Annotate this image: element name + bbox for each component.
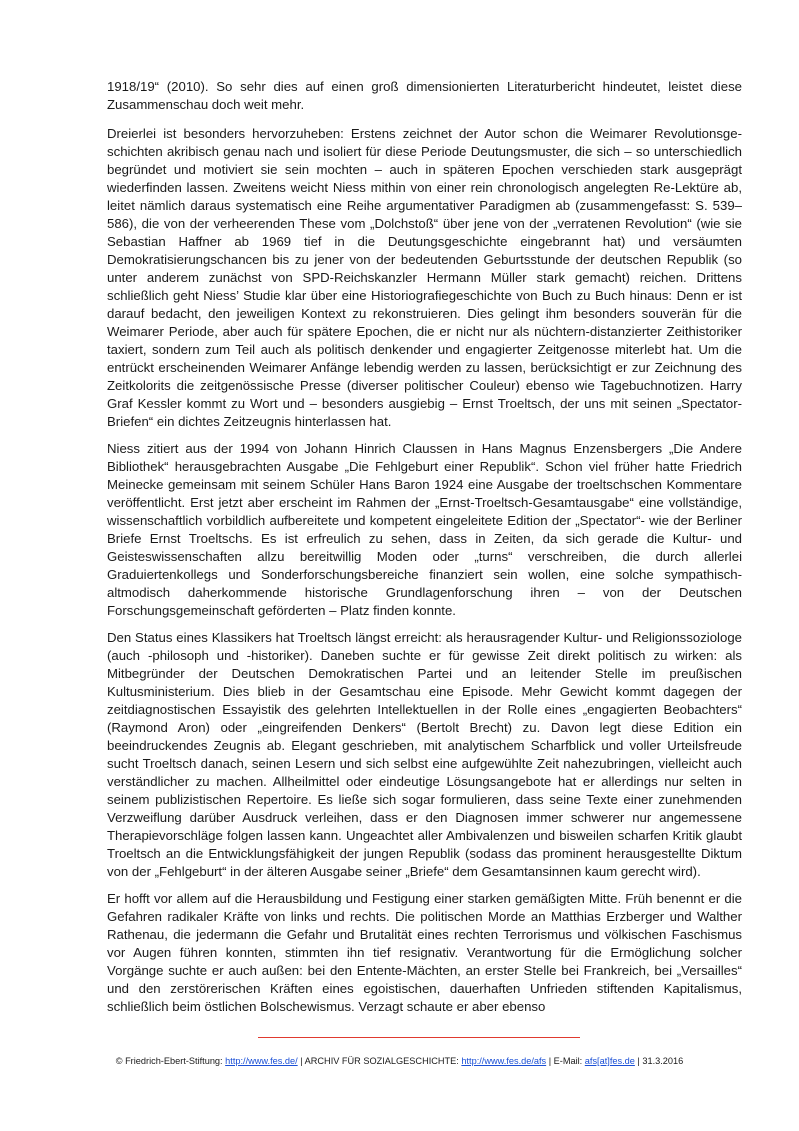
paragraph-1: 1918/19“ (2010). So sehr dies auf einen groß dimensionierten Literaturbericht hindeutet, leistet diese Zusammenschau doch weit mehr. [107, 79, 742, 112]
footer-divider [258, 1037, 580, 1038]
paragraph-3: Niess zitiert aus der 1994 von Johann Hinrich Claussen in Hans Magnus Enzensbergers „Die Andere Bibliothek“ herausgebrachten Ausgabe „Die Fehlgeburt einer Republik“. Schon viel früher hatte Friedrich Meinecke gemeinsam mit seinem Schüler Hans Baron 1924 eine Ausgabe der troeltschschen Kommentare veröffentlicht. Erst jetzt aber erscheint im Rahmen der „Ernst-Troeltsch-Gesamtausgabe“ eine vollständige, wissenschaftlich vorbildlich aufbereitete und kompetent eingeleitete Edition der „Spectator“- wie der Berliner Briefe Ernst Troeltschs. Es ist erfreulich zu sehen, dass in Zeiten, da sich gerade die Kultur- und Geisteswissenschaften allzu bereitwillig Moden oder „turns“ verschreiben, die durch allerlei Graduiertenkollegs und Sonderforschungsbereiche finanziert sein wollen, eine solche sympathisch-altmodisch daherkommende historische Grundlagenforschung ihren – von der Deutschen Forschungsgemeinschaft geförderten – Platz finden konnte. [107, 441, 742, 618]
footer-date: | 31.3.2016 [634, 1056, 684, 1066]
paragraph-2: Dreierlei ist besonders hervorzuheben: Erstens zeichnet der Autor schon die Weimarer Revolutionsgeschichten akribisch genau nach und isoliert für diese Periode Deutungsmuster, die sich – so unterschiedlich begründet und motiviert sie sein mochten – auch in späteren Epochen verschieden stark ausgeprägt wiederfinden lassen. Zweitens weicht Niess mithin von einer rein chronologisch angelegten Re-Lektüre ab, leitet nämlich daraus systematisch eine Reihe argumentativer Paradigmen ab (zusammengefasst: S. 539–586), die von der verheerenden These vom „Dolchstoß“ über jene von der „verratenen Revolution“ (wie sie Sebastian Haffner ab 1969 tief in die Deutungsgeschichte eingebrannt hat) und versäumten Demokratisierungschancen bis zu jener von der bedeutenden Geburtsstunde der deutschen Republik (so unter anderem zunächst von SPD-Reichskanzler Hermann Müller stark gemacht) reichen. Drittens schließlich geht Niess’ Studie klar über eine Historiografiegeschichte von Buch zu Buch hinaus: Denn er ist darauf bedacht, den jeweiligen Kontext zu rekonstruieren. Dies gelingt ihm besonders souverän für die Weimarer Periode, aber auch für spätere Epochen, die er nicht nur als nüchtern-distanzierter Zeithistoriker taxiert, sondern zum Teil auch als politisch denkender und engagierter Zeitgenosse miterlebt hat. Um die entrückt erscheinenden Weimarer Anfänge lebendig werden zu lassen, berücksichtigt er zur Zeichnung des Zeitkolorits die zeitgenössische Presse (diverser politischer Couleur) ebenso wie Tagebuchnotizen. Harry Graf Kessler kommt zu Wort und – besonders ausgiebig – Ernst Troeltsch, der uns mit seinen „Spectator-Briefen“ ein dichtes Zeitzeugnis hinterlassen hat. [107, 126, 742, 429]
footer-copyright: © Friedrich-Ebert-Stiftung: [115, 1056, 226, 1066]
fes-link[interactable]: http://www.fes.de/ [225, 1056, 298, 1066]
document-body [107, 78, 742, 1025]
paragraph-5: Er hofft vor allem auf die Herausbildung und Festigung einer starken gemäßigten Mitte. Früh benennt er die Gefahren radikaler Kräfte von links und rechts. Die politischen Morde an Matthias Erzberger und Walther Rathenau, die jedermann die Gefahr und Brutalität eines rechten Terrorismus und völkischen Faschismus vor Augen führen konnten, stimmten ihn tief resignativ. Verantwortung für die Ermöglichung solcher Vorgänge suchte er auch außen: bei den Entente-Mächten, an erster Stelle bei Frankreich, bei „Versailles“ und den zerstörerischen Kräften eines egoistischen, dauerhaften Unfrieden stiftenden Kapitalismus, schließlich beim östlichen Bolschewismus. Verzagt schaute er aber ebenso [107, 891, 742, 1014]
footer-separator-archive: | ARCHIV FÜR SOZIALGESCHICHTE: [297, 1056, 462, 1066]
footer-separator-email: | E-Mail: [546, 1056, 585, 1066]
afs-link[interactable]: http://www.fes.de/afs [461, 1056, 547, 1066]
page-footer [0, 1055, 799, 1067]
paragraph-4: Den Status eines Klassikers hat Troeltsch längst erreicht: als herausragender Kultur- und Religionssoziologe (auch -philosoph und -historiker). Daneben suchte er für gewisse Zeit direkt politisch zu wirken: als Mitbegründer der Deutschen Demokratischen Partei und an leitender Stelle im preußischen Kultusministerium. Dies blieb in der Gesamtschau eine Episode. Mehr Gewicht kommt dagegen der zeitdiagnostischen Essayistik des gelehrten Intellektuellen in der Rolle eines „engagierten Beobachters“ (Raymond Aron) oder „eingreifenden Denkers“ (Bertolt Brecht) zu. Davon legt diese Edition ein beeindruckendes Zeugnis ab. Elegant geschrieben, mit analytischem Scharfblick und voller Urteilsfreude sucht Troeltsch danach, seinen Lesern und sich selbst eine aufgewühlte Zeit nahezubringen, vielleicht auch verständlicher zu machen. Allheilmittel oder eindeutige Lösungsangebote hat er allerdings nur selten in seinem publizistischen Repertoire. Es ließe sich sogar formulieren, dass seine Texte einer zunehmenden Verzweiflung darüber Ausdruck verleihen, dass er den Diagnosen immer schwerer nur angemessene Therapievorschläge folgen lassen kann. Ungeachtet aller Ambivalenzen und bisweilen scharfen Kritik glaubt Troeltsch an die Entwicklungsfähigkeit der jungen Republik (sodass das prominent herausgestellte Diktum von der „Fehlgeburt“ in der älteren Ausgabe seiner „Briefe“ dem Gesamtansinnen kaum gerecht wird). [107, 630, 742, 879]
email-link[interactable]: afs[at]fes.de [584, 1056, 635, 1066]
